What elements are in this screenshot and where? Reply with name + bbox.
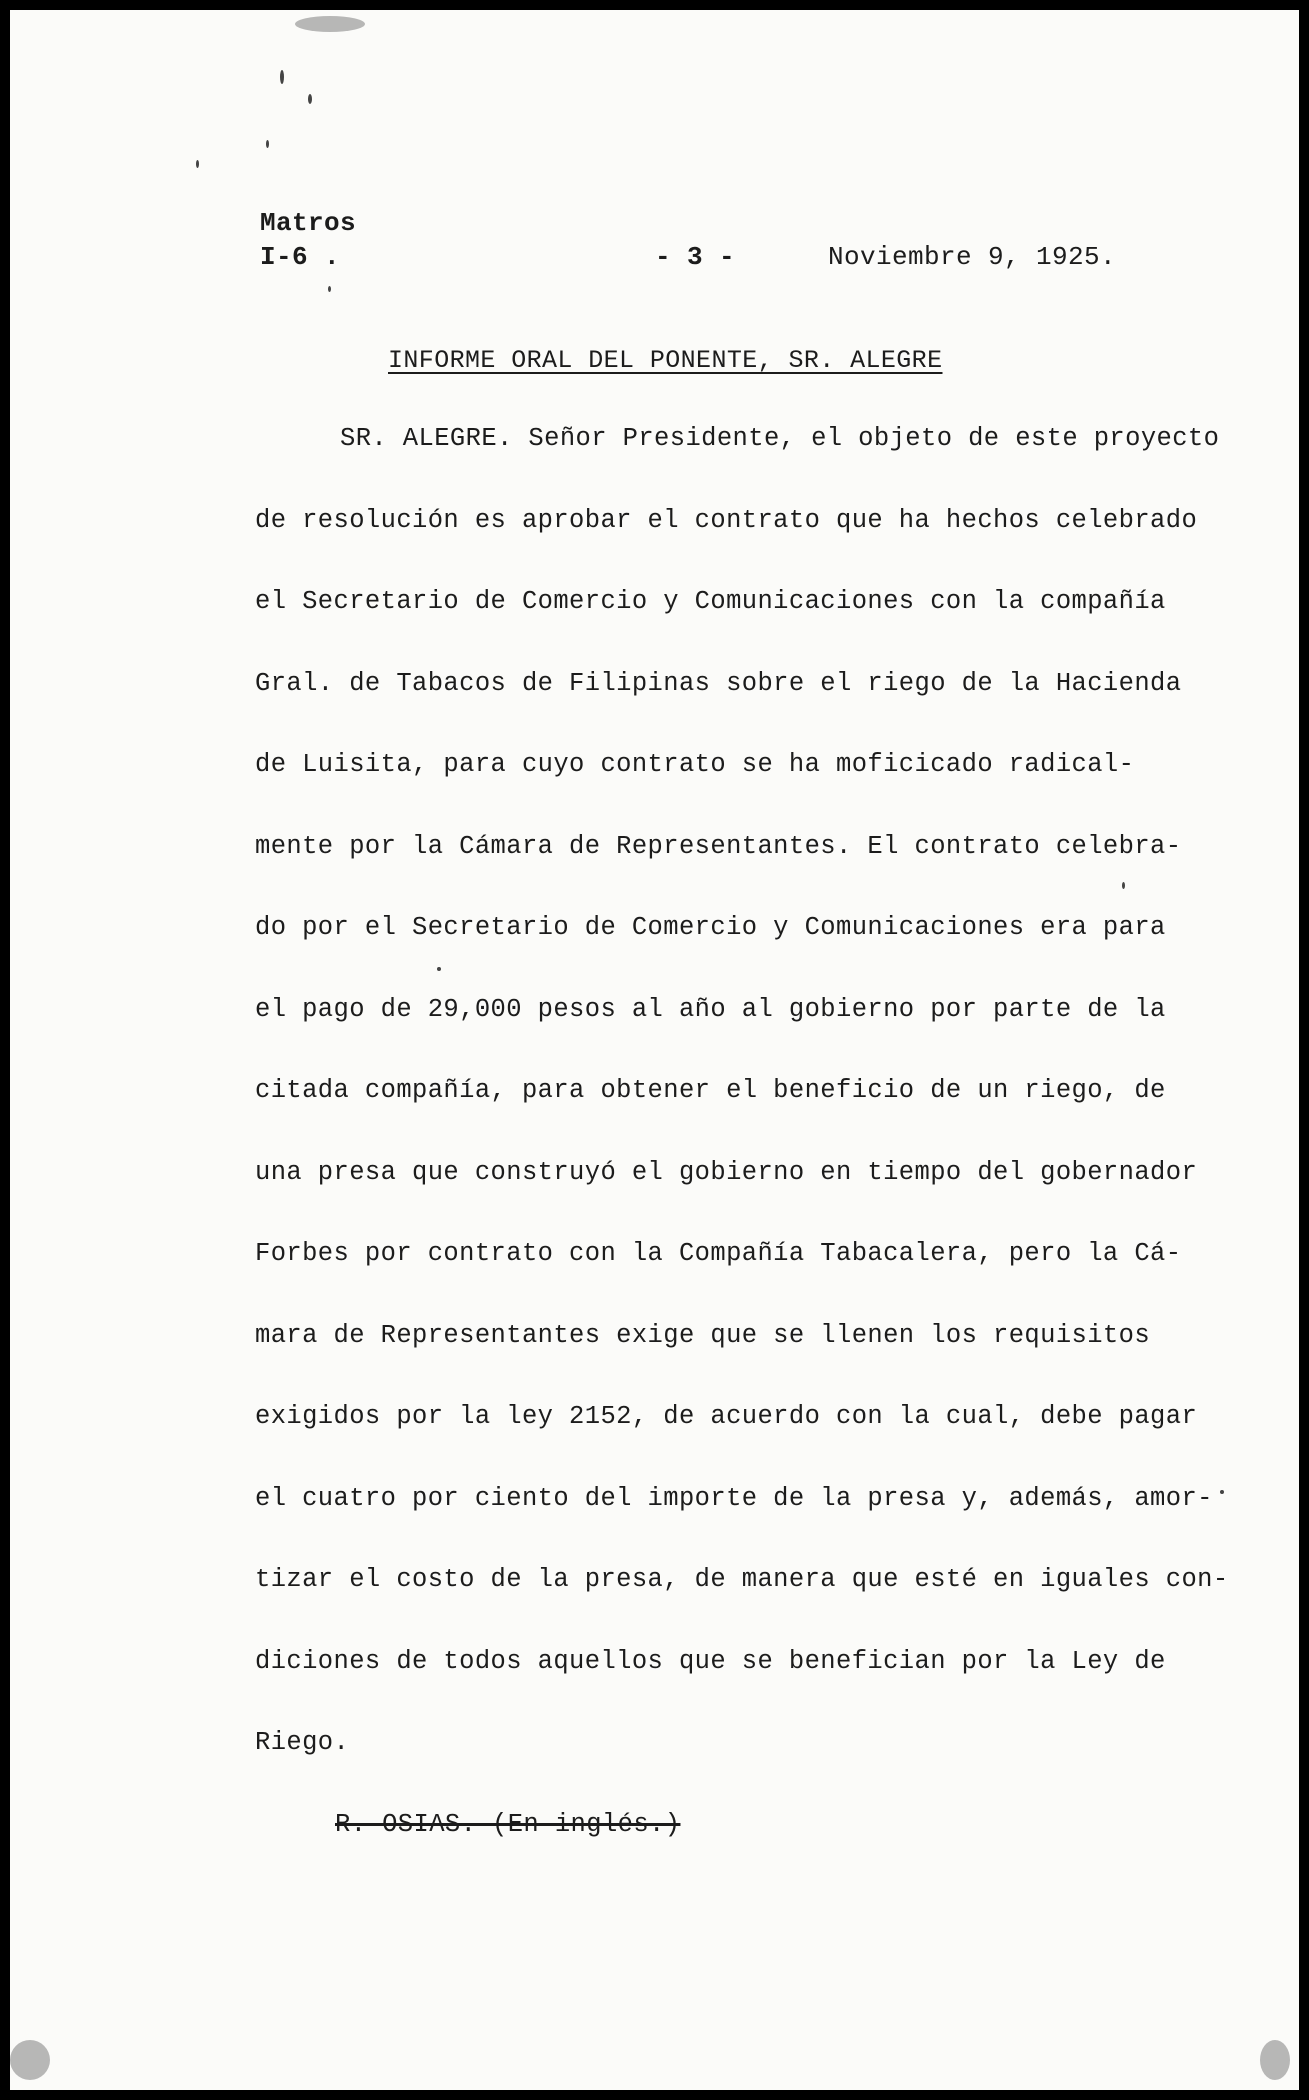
page-number: - 3 - — [655, 242, 736, 272]
body-line: una presa que construyó el gobierno en tiempo del gobernador — [255, 1158, 1198, 1187]
body-line: mente por la Cámara de Representantes. El contrato celebra- — [255, 832, 1182, 861]
body-line: de resolución es aprobar el contrato que ha hechos celebrado — [255, 506, 1198, 535]
body-line: diciones de todos aquellos que se benefician por la Ley de — [255, 1647, 1166, 1676]
scan-speck — [1220, 1490, 1224, 1494]
body-line: el pago de 29,000 pesos al año al gobierno por parte de la — [255, 995, 1166, 1024]
body-line: tizar el costo de la presa, de manera que esté en iguales con- — [255, 1565, 1229, 1594]
body-line: SR. ALEGRE. Señor Presidente, el objeto de este proyecto — [340, 424, 1220, 453]
body-line: de Luisita, para cuyo contrato se ha moficicado radical- — [255, 750, 1135, 779]
scan-smudge — [295, 16, 365, 32]
header-date: Noviembre 9, 1925. — [828, 242, 1117, 272]
body-line: Forbes por contrato con la Compañía Tabacalera, pero la Cá- — [255, 1239, 1182, 1268]
scan-speck — [328, 286, 331, 292]
scan-smudge — [10, 2040, 50, 2080]
scan-speck — [280, 70, 284, 84]
body-line: mara de Representantes exige que se llenen los requisitos — [255, 1321, 1151, 1350]
body-line: exigidos por la ley 2152, de acuerdo con la cual, debe pagar — [255, 1402, 1198, 1431]
body-line: citada compañía, para obtener el beneficio de un riego, de — [255, 1076, 1166, 1105]
scan-speck — [266, 140, 269, 148]
body-line: Gral. de Tabacos de Filipinas sobre el riego de la Hacienda — [255, 669, 1182, 698]
document-title: INFORME ORAL DEL PONENTE, SR. ALEGRE — [388, 346, 943, 375]
paper-sheet — [10, 10, 1299, 2090]
scan-speck — [437, 967, 441, 971]
header-ref: I-6 . — [260, 242, 341, 272]
body-line: el cuatro por ciento del importe de la presa y, además, amor- — [255, 1484, 1213, 1513]
struck-out-line: R. OSIAS. (En inglés.) — [335, 1810, 681, 1839]
body-line: do por el Secretario de Comercio y Comunicaciones era para — [255, 913, 1166, 942]
scan-speck — [196, 160, 199, 168]
scan-speck — [1122, 882, 1125, 889]
scan-speck — [308, 94, 312, 104]
body-line: el Secretario de Comercio y Comunicaciones con la compañía — [255, 587, 1166, 616]
body-line: Riego. — [255, 1728, 350, 1757]
header-author: Matros — [260, 208, 357, 238]
scan-smudge — [1260, 2040, 1290, 2080]
